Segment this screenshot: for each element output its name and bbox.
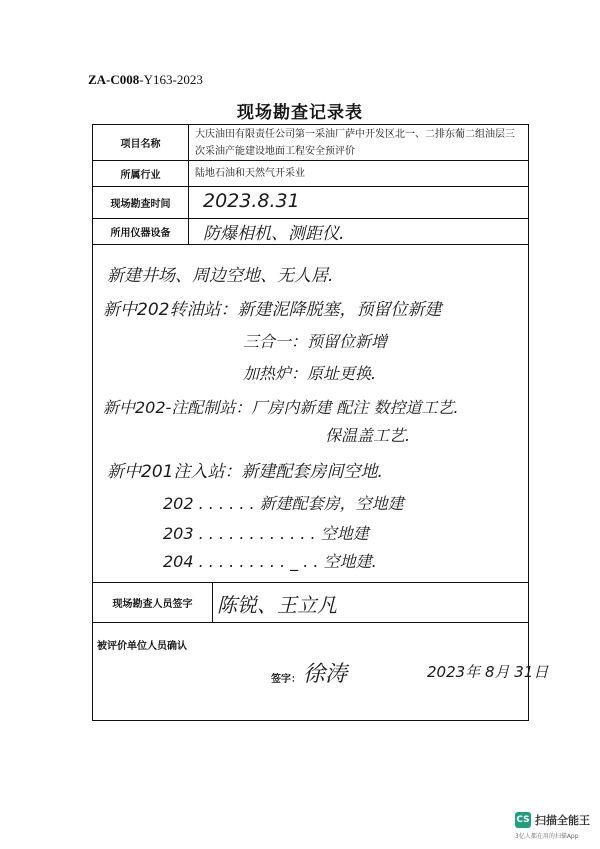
surveyor-signature: 陈锐、王立凡 bbox=[217, 593, 337, 617]
client-sign-label: 签字： bbox=[271, 674, 301, 685]
watermark-tagline: 3亿人都在用的扫描App bbox=[515, 833, 579, 840]
survey-time-label: 现场勘查时间 bbox=[93, 187, 189, 218]
document-number-prefix: ZA-C008 bbox=[88, 72, 140, 87]
note-line-1: 新建井场、周边空地、无人居. bbox=[107, 266, 334, 286]
note-line-2: 新中202转油站：新建泥降脱塞，预留位新建 bbox=[103, 300, 442, 320]
project-name-value: 大庆油田有限责任公司第一采油厂萨中开发区北一、二排东葡二组油层三次采油产能建设地面工程安全预评价 bbox=[195, 128, 515, 157]
camscanner-icon: CS bbox=[515, 812, 531, 828]
note-line-5: 新中202-注配制站：厂房内新建 配注 数控道工艺. bbox=[103, 398, 459, 417]
client-signature: 徐涛 bbox=[303, 662, 348, 687]
row-survey-time bbox=[93, 187, 528, 219]
equipment-handwritten: 防爆相机、测距仪. bbox=[203, 224, 345, 244]
note-line-8: 202 . . . . . . 新建配套房，空地建 bbox=[163, 494, 404, 513]
note-line-10: 204 . . . . . . . . . _ . . 空地建. bbox=[163, 552, 377, 571]
row-equipment bbox=[93, 219, 528, 245]
industry-label: 所属行业 bbox=[93, 161, 189, 186]
note-line-6: 保温盖工艺. bbox=[325, 426, 411, 445]
note-line-4: 加热炉：原址更换. bbox=[243, 364, 377, 383]
note-line-7: 新中201注入站：新建配套房间空地. bbox=[107, 462, 383, 482]
watermark-name: 扫描全能王 bbox=[535, 814, 590, 827]
row-industry bbox=[93, 161, 528, 187]
note-line-9: 203 . . . . . . . . . . . . 空地建 bbox=[163, 524, 369, 543]
row-surveyor-signature bbox=[93, 583, 528, 623]
document-number-suffix: -Y163-2023 bbox=[139, 72, 203, 87]
survey-notes-area bbox=[93, 245, 528, 583]
equipment-label: 所用仪器设备 bbox=[93, 219, 189, 244]
survey-time-handwritten: 2023.8.31 bbox=[203, 190, 300, 212]
client-confirmation-label: 被评价单位人员确认 bbox=[97, 641, 187, 652]
document-title: 现场勘查记录表 bbox=[237, 103, 363, 123]
row-project-name bbox=[93, 125, 528, 161]
industry-value: 陆地石油和天然气开采业 bbox=[195, 168, 305, 179]
scanner-watermark bbox=[515, 812, 590, 828]
project-name-label: 项目名称 bbox=[93, 125, 189, 160]
surveyor-signature-label: 现场勘查人员签字 bbox=[93, 583, 213, 622]
document-number bbox=[88, 72, 203, 88]
survey-record-table bbox=[92, 124, 549, 721]
client-sign-date: 2023年 8月 31日 bbox=[427, 663, 549, 681]
note-line-3: 三合一：预留位新增 bbox=[243, 332, 388, 351]
